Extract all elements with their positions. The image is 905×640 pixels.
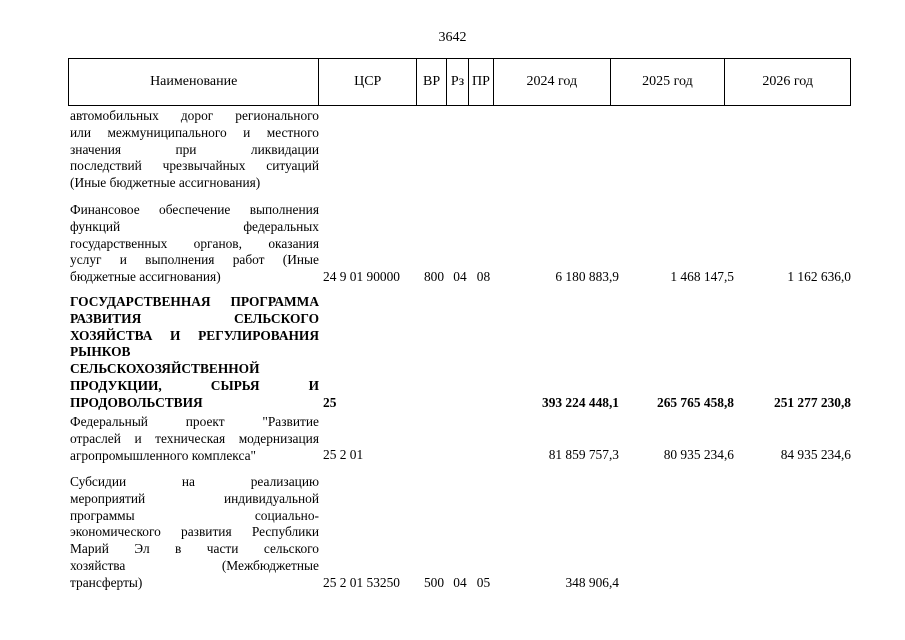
row-name (70, 108, 319, 192)
row-pr: 05 (476, 575, 491, 591)
row-name-line: Марий Эл в части сельского (70, 541, 319, 557)
row-vr: 500 (423, 575, 445, 591)
row-name (70, 202, 319, 286)
row-csr: 25 (323, 395, 337, 411)
row-name-line: или межмуниципального и местного (70, 124, 319, 140)
row-name-line: отраслей и техническая модернизация (70, 430, 319, 446)
row-rz: 04 (453, 575, 467, 591)
row-rz: 04 (453, 269, 467, 285)
row-2026: 1 162 636,0 (787, 269, 851, 285)
header-2026: 2026 год (762, 74, 813, 89)
page-number: 3642 (438, 30, 467, 45)
row-name-line: Финансовое обеспечение выполнения (70, 202, 319, 217)
header-pr: ПР (469, 59, 494, 105)
row-2026: 251 277 230,8 (774, 395, 851, 411)
row-name-line: бюджетные ассигнования) (70, 269, 221, 285)
row-name-line: хозяйства (Межбюджетные (70, 557, 319, 573)
row-name-line: трансферты) (70, 574, 143, 590)
row-csr: 25 2 01 53250 (323, 575, 400, 591)
row-name-line: услуг и выполнения работ (Иные (70, 252, 319, 268)
row-2026: 84 935 234,6 (780, 447, 851, 463)
row-name-line: значения при ликвидации (70, 141, 319, 157)
row-name-line: РЫНКОВ (70, 344, 131, 360)
row-name (70, 474, 319, 592)
row-2024: 81 859 757,3 (548, 447, 619, 463)
row-name-line: (Иные бюджетные ассигнования) (70, 175, 261, 191)
row-name-line: РАЗВИТИЯ СЕЛЬСКОГО (70, 310, 319, 326)
row-name-line: ПРОДУКЦИИ, СЫРЬЯ И (70, 377, 319, 393)
row-2024: 393 224 448,1 (542, 395, 619, 411)
row-csr: 24 9 01 90000 (323, 269, 400, 285)
row-name-line: СЕЛЬСКОХОЗЯЙСТВЕННОЙ (70, 361, 260, 377)
row-name-line: ГОСУДАРСТВЕННАЯ ПРОГРАММА (70, 294, 319, 309)
row-vr: 800 (423, 269, 445, 285)
row-name-line: программы социально- (70, 507, 319, 523)
header-2025: 2025 год (611, 59, 726, 105)
header-rz: Рз (447, 59, 469, 105)
header-2024: 2024 год (494, 59, 611, 105)
table-header (68, 58, 851, 106)
row-name-line: экономического развития Республики (70, 524, 319, 540)
row-name-line: Субсидии на реализацию (70, 474, 319, 489)
row-2025: 80 935 234,6 (663, 447, 734, 463)
row-name-line: автомобильных дорог регионального (70, 108, 319, 123)
row-2024: 6 180 883,9 (555, 269, 619, 285)
table-row (68, 414, 851, 464)
row-name-line: государственных органов, оказания (70, 235, 319, 251)
row-2024: 348 906,4 (565, 575, 619, 591)
table-row (68, 294, 851, 412)
row-name-line: Федеральный проект "Развитие (70, 414, 319, 429)
header-name: Наименование (69, 59, 319, 105)
row-name-line: мероприятий индивидуальной (70, 490, 319, 506)
row-name-line: функций федеральных (70, 218, 319, 234)
row-name-line: последствий чрезвычайных ситуаций (70, 158, 319, 174)
row-name-line: ПРОДОВОЛЬСТВИЯ (70, 394, 203, 410)
row-2025: 1 468 147,5 (670, 269, 734, 285)
row-2025: 265 765 458,8 (657, 395, 734, 411)
table-row (68, 202, 851, 286)
row-name (70, 294, 319, 412)
row-name-line: агропромышленного комплекса" (70, 447, 256, 463)
row-csr: 25 2 01 (323, 447, 364, 463)
row-name-line: ХОЗЯЙСТВА И РЕГУЛИРОВАНИЯ (70, 327, 319, 343)
header-vr: ВР (417, 59, 447, 105)
row-pr: 08 (476, 269, 491, 285)
table-row (68, 108, 851, 192)
row-name (70, 414, 319, 464)
header-csr: ЦСР (319, 59, 417, 105)
table-row (68, 474, 851, 592)
